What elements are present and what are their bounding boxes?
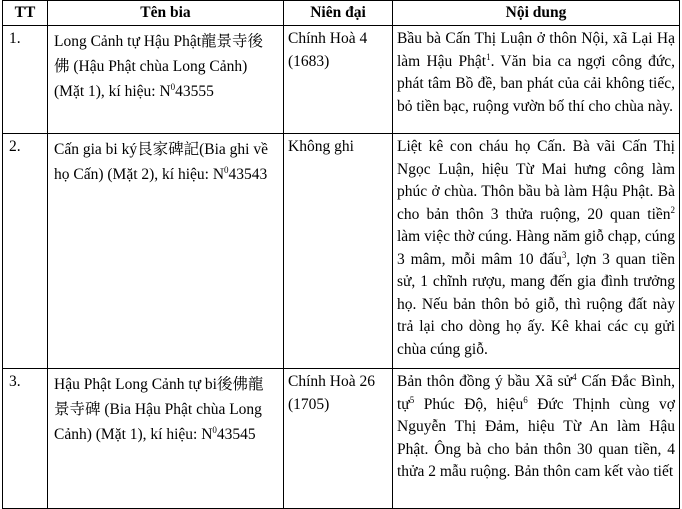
footnote-ref: 2 [670, 204, 675, 215]
stele-name-sup: 0 [224, 164, 229, 175]
stele-name-sup: 0 [170, 81, 176, 92]
content-text: Bầu bà Cấn Thị Luận ở thôn Nội, xã Lại Hạ làm Hậu Phật [397, 30, 675, 70]
content-text: Cấn Đắc Bình, tự [397, 373, 675, 413]
header-content: Nội dung [393, 1, 680, 26]
header-row [3, 1, 680, 26]
stele-name-code: 43555 [175, 83, 214, 100]
stele-name-text: Hậu Phật Long Cảnh tự bi後佛龍景寺碑 (Bia Hậu Phật chùa Long Cảnh) (Mặt 1), kí hiệu: N [54, 376, 264, 443]
stele-table [2, 0, 680, 509]
stele-name-code: 43543 [228, 166, 268, 183]
content-text: Liệt kê con cháu họ Cấn. Bà vãi Cấn Thị Ngọc Luận, hiệu Từ Mai hưng công làm phúc ở chùa. Thôn bầu bà làm Hậu Phật. Bà cho bản thôn 3 thửa ruộng, 20 quan tiền [397, 138, 675, 223]
table-row [3, 369, 680, 509]
footnote-ref: 3 [561, 249, 567, 260]
content-text: Phúc Độ, hiệu [414, 395, 524, 413]
stele-name-code: 43545 [216, 426, 256, 443]
header-era: Niên đại [284, 1, 393, 26]
stele-content [393, 26, 680, 134]
stele-name [48, 26, 284, 134]
stele-name [48, 369, 284, 509]
stele-era: Không ghi [284, 134, 393, 369]
row-stt: 1. [3, 26, 48, 134]
stele-era: Chính Hoà 26 (1705) [284, 369, 393, 509]
content-text: Bản thôn đồng ý bầu Xã sử [397, 373, 573, 390]
footnote-ref: 6 [523, 394, 528, 405]
stele-era: Chính Hoà 4 (1683) [284, 26, 393, 134]
stele-name-sup: 0 [212, 424, 217, 435]
header-name: Tên bia [48, 1, 284, 26]
row-stt: 3. [3, 369, 48, 509]
content-text: làm việc thờ cúng. Hàng năm giỗ chạp, cúng 3 mâm, mỗi mâm 10 đấu [397, 228, 675, 268]
footnote-ref: 5 [409, 394, 415, 405]
footnote-ref: 4 [572, 371, 577, 382]
footnote-ref: 1 [486, 51, 491, 62]
table-row [3, 26, 680, 134]
header-stt: TT [3, 1, 48, 26]
stele-content [393, 369, 680, 509]
stele-name-text: Cấn gia bi ký艮家碑記(Bia ghi về họ Cấn) (Mặt 2), kí hiệu: N [54, 141, 268, 183]
content-text: . Văn bia ca ngợi công đức, phát tâm Bồ đề, ban phát của cải không tiếc, bỏ tiền bạc, ruộng vườn bố thí cho chùa này. [397, 52, 676, 115]
content-text: , lợn 3 quan tiền sử, 1 chĩnh rượu, mang đến gia đình trưởng họ. Nếu bản thôn bỏ giỗ, thì ruộng đất này trả lại cho dòng họ ấy. Kê khai các cụ gửi chùa cúng giỗ. [397, 250, 676, 358]
row-stt: 2. [3, 134, 48, 369]
content-text: Đức Thịnh cùng vợ Nguyễn Thị Đảm, hiệu Từ An làm Hậu Phật. Ông bà cho bản thôn 30 quan tiền, 4 thửa 2 mẫu ruộng. Bản thôn cam kết vào tiết [397, 395, 675, 480]
stele-name-text: Long Cảnh tự Hậu Phật龍景寺後佛 (Hậu Phật chùa Long Cảnh) (Mặt 1), kí hiệu: N [54, 33, 264, 100]
stele-content [393, 134, 680, 369]
stele-name [48, 134, 284, 369]
table-row [3, 134, 680, 369]
